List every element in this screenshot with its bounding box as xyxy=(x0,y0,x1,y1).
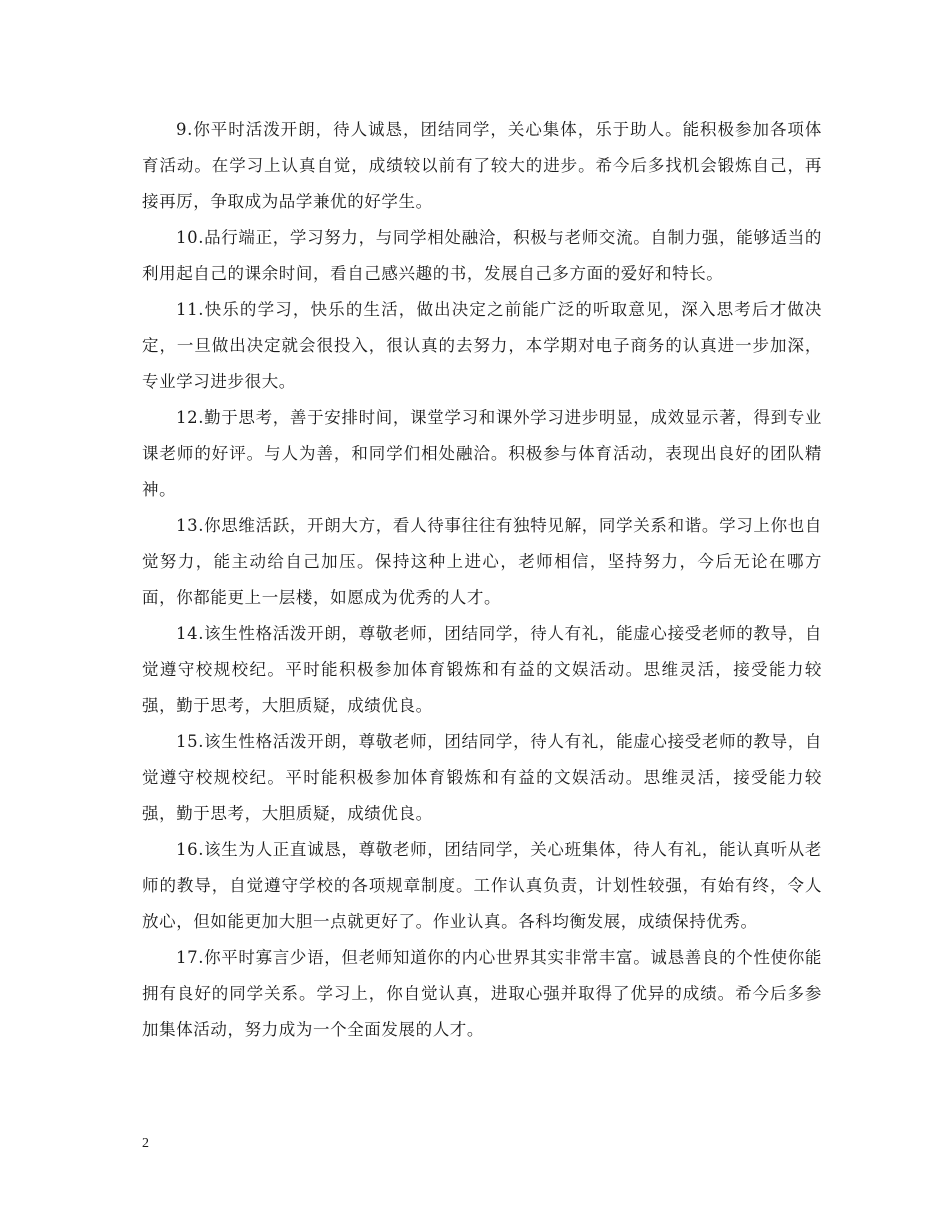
paragraph-15: 15.该生性格活泼开朗，尊敬老师，团结同学，待人有礼，能虚心接受老师的教导，自觉遵守校规校纪。平时能积极参加体育锻炼和有益的文娱活动。思维灵活，接受能力较强，勤于思考，大胆质疑，成绩优良。 xyxy=(142,732,822,823)
paragraph-17: 17.你平时寡言少语，但老师知道你的内心世界其实非常丰富。诚恳善良的个性使你能拥有良好的同学关系。学习上，你自觉认真，进取心强并取得了优异的成绩。希今后多参加集体活动，努力成为一个全面发展的人才。 xyxy=(142,948,822,1039)
paragraph-14: 14.该生性格活泼开朗，尊敬老师，团结同学，待人有礼，能虚心接受老师的教导，自觉遵守校规校纪。平时能积极参加体育锻炼和有益的文娱活动。思维灵活，接受能力较强，勤于思考，大胆质疑，成绩优良。 xyxy=(142,624,822,715)
paragraph-11: 11.快乐的学习，快乐的生活，做出决定之前能广泛的听取意见，深入思考后才做决定，一旦做出决定就会很投入，很认真的去努力，本学期对电子商务的认真进一步加深，专业学习进步很大。 xyxy=(142,300,822,391)
paragraph-9: 9.你平时活泼开朗，待人诚恳，团结同学，关心集体，乐于助人。能积极参加各项体育活动。在学习上认真自觉，成绩较以前有了较大的进步。希今后多找机会锻炼自己，再接再厉，争取成为品学兼优的好学生。 xyxy=(142,120,822,211)
page-number: 2 xyxy=(142,1136,149,1151)
paragraph-12: 12.勤于思考，善于安排时间，课堂学习和课外学习进步明显，成效显示著，得到专业课老师的好评。与人为善，和同学们相处融洽。积极参与体育活动，表现出良好的团队精神。 xyxy=(142,408,822,499)
paragraph-16: 16.该生为人正直诚恳，尊敬老师，团结同学，关心班集体，待人有礼，能认真听从老师的教导，自觉遵守学校的各项规章制度。工作认真负责，计划性较强，有始有终，令人放心，但如能更加大胆一点就更好了。作业认真。各科均衡发展，成绩保持优秀。 xyxy=(142,840,822,931)
paragraph-10: 10.品行端正，学习努力，与同学相处融洽，积极与老师交流。自制力强，能够适当的利用起自己的课余时间，看自己感兴趣的书，发展自己多方面的爱好和特长。 xyxy=(142,228,822,283)
document-body xyxy=(142,112,822,1048)
paragraph-13: 13.你思维活跃，开朗大方，看人待事往往有独特见解，同学关系和谐。学习上你也自觉努力，能主动给自己加压。保持这种上进心，老师相信，坚持努力，今后无论在哪方面，你都能更上一层楼，如愿成为优秀的人才。 xyxy=(142,516,822,607)
